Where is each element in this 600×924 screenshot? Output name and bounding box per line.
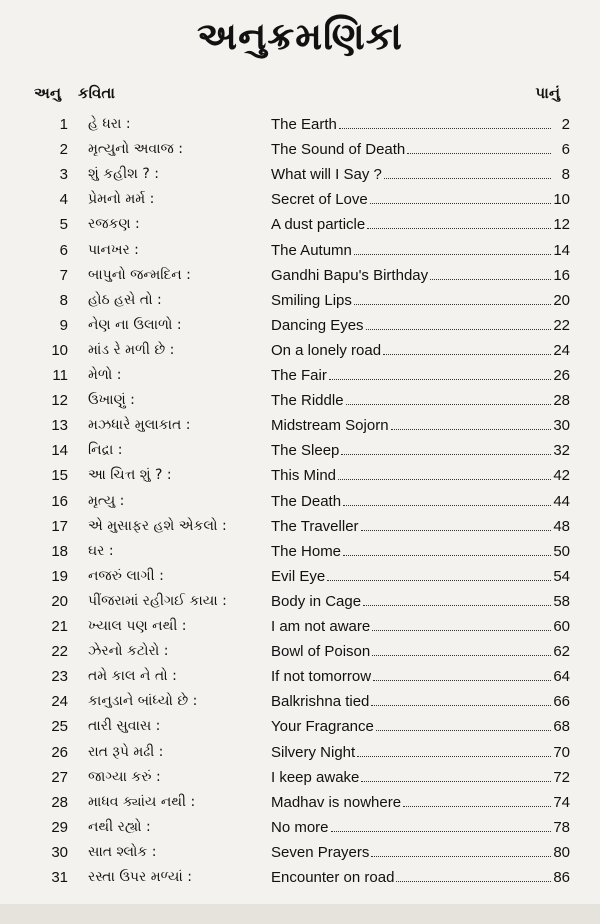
- table-row: [0, 765, 600, 790]
- entry-english-title: A dust particle: [271, 216, 366, 234]
- header-poem: કવિતા: [78, 84, 115, 102]
- entry-number: 18: [51, 542, 68, 560]
- entry-gujarati-title: ઉખાણું :: [88, 392, 135, 409]
- entry-english-title: Bowl of Poison: [271, 643, 371, 661]
- entry-number: 27: [51, 768, 68, 786]
- entry-page-number: 32: [553, 442, 570, 460]
- dot-leader: [361, 780, 551, 782]
- dot-leader: [329, 378, 551, 380]
- page-footer-strip: [0, 904, 600, 924]
- entry-gujarati-title: રજકણ :: [88, 216, 140, 233]
- entry-gujarati-title: બાપુનો જન્મદિન :: [88, 266, 191, 283]
- entry-page-number: 2: [561, 116, 570, 133]
- entry-number: 1: [59, 116, 68, 133]
- entry-english-title: The Fair: [271, 367, 327, 384]
- entry-number: 19: [51, 567, 68, 585]
- entry-english-title: Balkrishna tied: [271, 693, 370, 711]
- entry-number: 7: [59, 266, 68, 284]
- entry-page-number: 28: [553, 392, 570, 410]
- entry-gujarati-title: પીંજરામાં રહીગઈ કાયા :: [88, 592, 227, 609]
- entry-number: 28: [51, 793, 68, 811]
- dot-leader: [396, 880, 551, 882]
- entry-page-number: 48: [553, 517, 570, 535]
- entry-number: 13: [51, 417, 68, 435]
- entry-number: 20: [51, 592, 68, 610]
- entry-english-cell: [271, 689, 553, 714]
- entry-number: 4: [59, 191, 68, 209]
- dot-leader: [354, 303, 551, 305]
- entry-gujarati-title: જાગ્યા કરું :: [88, 768, 161, 785]
- table-row: [0, 162, 600, 187]
- entry-english-title: The Traveller: [271, 517, 359, 535]
- entry-gujarati-title: શું કહીશ ? :: [88, 166, 159, 183]
- dot-leader: [384, 177, 551, 179]
- dot-leader: [327, 579, 551, 581]
- entry-page-number: 70: [553, 743, 570, 761]
- table-row: [0, 639, 600, 664]
- entry-number: 9: [59, 316, 68, 334]
- entry-english-cell: [271, 714, 553, 739]
- table-row: [0, 438, 600, 463]
- entry-number: 15: [51, 467, 68, 485]
- entry-number: 16: [51, 492, 68, 510]
- entry-number: 3: [59, 166, 68, 184]
- dot-leader: [343, 554, 551, 556]
- entry-english-title: Gandhi Bapu's Birthday: [271, 266, 429, 284]
- entry-gujarati-title: હોઠ હસે તો :: [88, 291, 162, 308]
- entry-english-cell: [271, 313, 553, 338]
- table-row: [0, 489, 600, 514]
- entry-english-title: Madhav is nowhere: [271, 793, 402, 811]
- entry-number: 6: [59, 241, 68, 259]
- entry-gujarati-title: મેળો :: [88, 367, 122, 383]
- table-row: [0, 664, 600, 689]
- table-row: [0, 363, 600, 388]
- dot-leader: [343, 504, 551, 506]
- entry-page-number: 10: [553, 191, 570, 209]
- dot-leader: [361, 529, 551, 531]
- entry-english-cell: [271, 840, 553, 865]
- entry-english-cell: [271, 263, 553, 288]
- entry-number: 23: [51, 668, 68, 686]
- header-page: પાનું: [535, 84, 560, 102]
- table-row: [0, 463, 600, 488]
- entry-english-cell: [271, 589, 553, 614]
- entry-number: 8: [59, 291, 68, 309]
- entry-english-cell: [271, 112, 553, 137]
- entry-gujarati-title: કાનુડાને બાંધ્યો છે :: [88, 693, 198, 710]
- entry-english-title: Encounter on road: [271, 869, 395, 886]
- dot-leader: [372, 629, 551, 631]
- dot-leader: [354, 253, 551, 255]
- entry-number: 25: [51, 718, 68, 736]
- entry-page-number: 64: [553, 668, 570, 686]
- entry-page-number: 58: [553, 592, 570, 610]
- table-row: [0, 112, 600, 137]
- entry-english-title: This Mind: [271, 467, 337, 485]
- entry-gujarati-title: હે ધરા :: [88, 116, 131, 132]
- dot-leader: [372, 654, 551, 656]
- entry-english-title: The Home: [271, 542, 342, 560]
- entry-english-cell: [271, 740, 553, 765]
- dot-leader: [371, 704, 551, 706]
- entry-gujarati-title: મઝધારે મુલાકાત :: [88, 417, 191, 434]
- entry-number: 24: [51, 693, 68, 711]
- table-row: [0, 714, 600, 739]
- entry-page-number: 8: [561, 166, 570, 184]
- entry-english-title: No more: [271, 818, 329, 836]
- table-row: [0, 815, 600, 840]
- entry-english-cell: [271, 238, 553, 263]
- entry-english-cell: [271, 865, 553, 890]
- dot-leader: [391, 428, 551, 430]
- entry-page-number: 30: [553, 417, 570, 435]
- entry-page-number: 6: [561, 141, 570, 159]
- entry-number: 2: [59, 141, 68, 159]
- entry-gujarati-title: નથી રહ્યો :: [88, 818, 151, 835]
- entry-english-cell: [271, 363, 553, 388]
- entry-english-cell: [271, 790, 553, 815]
- entry-gujarati-title: મૃત્યુ :: [88, 492, 125, 509]
- entry-page-number: 20: [553, 291, 570, 309]
- entry-page-number: 62: [553, 643, 570, 661]
- table-row: [0, 413, 600, 438]
- entry-english-title: The Sleep: [271, 442, 340, 460]
- entry-page-number: 50: [553, 542, 570, 560]
- entry-page-number: 14: [553, 241, 570, 259]
- dot-leader: [346, 403, 551, 405]
- entry-english-cell: [271, 614, 553, 639]
- entry-english-title: I am not aware: [271, 618, 371, 635]
- entry-english-title: Silvery Night: [271, 743, 356, 761]
- entry-gujarati-title: ઝેરનો કટોરો :: [88, 643, 169, 660]
- entry-page-number: 26: [553, 367, 570, 384]
- table-row: [0, 338, 600, 363]
- entry-gujarati-title: નજરું લાગી :: [88, 567, 164, 584]
- entry-page-number: 22: [553, 316, 570, 334]
- entry-page-number: 12: [553, 216, 570, 234]
- entry-gujarati-title: માંડ રે મળી છે :: [88, 341, 175, 358]
- entry-english-cell: [271, 463, 553, 488]
- table-row: [0, 840, 600, 865]
- entry-english-title: Secret of Love: [271, 191, 368, 209]
- entry-english-cell: [271, 815, 553, 840]
- entry-english-cell: [271, 187, 553, 212]
- table-row: [0, 790, 600, 815]
- entry-gujarati-title: ખ્યાલ પણ નથી :: [88, 618, 187, 634]
- entry-number: 31: [51, 869, 68, 886]
- table-row: [0, 388, 600, 413]
- entry-gujarati-title: આ ચિત્ત શું ? :: [88, 467, 172, 484]
- entry-english-title: Seven Prayers: [271, 843, 370, 861]
- entry-english-cell: [271, 765, 553, 790]
- entry-english-cell: [271, 338, 553, 363]
- entry-english-title: The Earth: [271, 116, 337, 133]
- table-row: [0, 212, 600, 237]
- table-row: [0, 614, 600, 639]
- entry-number: 26: [51, 743, 68, 761]
- entry-english-cell: [271, 438, 553, 463]
- entry-english-title: Smiling Lips: [271, 291, 352, 309]
- entry-number: 22: [51, 643, 68, 661]
- entry-number: 14: [51, 442, 68, 460]
- entry-number: 21: [51, 618, 68, 635]
- entry-english-cell: [271, 137, 553, 162]
- table-row: [0, 539, 600, 564]
- entry-english-title: Body in Cage: [271, 592, 362, 610]
- table-row: [0, 313, 600, 338]
- entry-english-title: Evil Eye: [271, 567, 326, 585]
- entry-page-number: 78: [553, 818, 570, 836]
- entry-number: 10: [51, 341, 68, 359]
- dot-leader: [371, 855, 551, 857]
- entry-english-cell: [271, 664, 553, 689]
- entry-gujarati-title: રસ્તા ઉપર મળ્યાં :: [88, 869, 192, 885]
- dot-leader: [376, 729, 551, 731]
- table-row: [0, 288, 600, 313]
- entry-english-title: On a lonely road: [271, 341, 382, 359]
- entry-gujarati-title: એ મુસાફર હશે એકલો :: [88, 517, 227, 534]
- dot-leader: [383, 353, 551, 355]
- entry-page-number: 80: [553, 843, 570, 861]
- table-row: [0, 263, 600, 288]
- dot-leader: [367, 227, 551, 229]
- header-number: અનુ: [34, 84, 62, 102]
- entry-gujarati-title: ઘર :: [88, 542, 114, 559]
- entry-english-cell: [271, 413, 553, 438]
- dot-leader: [370, 202, 551, 204]
- entry-gujarati-title: પાનખર :: [88, 241, 139, 258]
- entry-gujarati-title: નિદ્રા :: [88, 442, 123, 459]
- entry-english-title: Your Fragrance: [271, 718, 374, 736]
- entry-page-number: 72: [553, 768, 570, 786]
- entry-english-cell: [271, 212, 553, 237]
- entry-number: 11: [52, 367, 68, 384]
- table-row: [0, 514, 600, 539]
- entry-english-title: The Autumn: [271, 241, 352, 259]
- entry-page-number: 60: [553, 618, 570, 635]
- table-row: [0, 238, 600, 263]
- entry-number: 30: [51, 843, 68, 861]
- entry-english-cell: [271, 514, 553, 539]
- dot-leader: [341, 453, 551, 455]
- table-row: [0, 740, 600, 765]
- entry-number: 17: [51, 517, 68, 535]
- entry-number: 5: [59, 216, 68, 234]
- dot-leader: [338, 478, 551, 480]
- entry-gujarati-title: સાત શ્લોક :: [88, 843, 157, 860]
- entry-english-cell: [271, 489, 553, 514]
- entry-gujarati-title: રાત રૂપે મઢી :: [88, 743, 164, 760]
- entry-english-title: The Death: [271, 492, 342, 510]
- entry-gujarati-title: માધવ ક્યાંય નથી :: [88, 793, 196, 810]
- entry-number: 29: [51, 818, 68, 836]
- entry-english-title: I keep awake: [271, 768, 360, 786]
- entry-page-number: 74: [553, 793, 570, 811]
- entry-english-title: Dancing Eyes: [271, 316, 364, 334]
- entry-gujarati-title: પ્રેમનો મર્મ :: [88, 191, 155, 208]
- entry-gujarati-title: નેણ ના ઉલાળો :: [88, 316, 182, 333]
- dot-leader: [339, 127, 551, 129]
- entry-page-number: 16: [553, 266, 570, 284]
- entry-page-number: 86: [553, 869, 570, 886]
- entry-english-title: The Riddle: [271, 392, 344, 410]
- entry-number: 12: [51, 392, 68, 410]
- dot-leader: [366, 328, 551, 330]
- entry-english-cell: [271, 639, 553, 664]
- entry-english-cell: [271, 288, 553, 313]
- entry-english-title: The Sound of Death: [271, 141, 406, 159]
- entry-english-title: What will I Say ?: [271, 166, 382, 184]
- entry-english-cell: [271, 388, 553, 413]
- entry-english-title: Midstream Sojorn: [271, 417, 389, 435]
- table-row: [0, 589, 600, 614]
- entry-gujarati-title: મૃત્યુનો અવાજ :: [88, 141, 183, 158]
- entry-page-number: 24: [553, 341, 570, 359]
- entry-english-cell: [271, 539, 553, 564]
- dot-leader: [363, 604, 551, 606]
- entry-page-number: 54: [553, 567, 570, 585]
- entry-english-cell: [271, 564, 553, 589]
- page-title: અનુક્રમણિકા: [197, 14, 403, 58]
- dot-leader: [403, 805, 551, 807]
- entry-page-number: 42: [553, 467, 570, 485]
- entry-page-number: 68: [553, 718, 570, 736]
- entry-page-number: 44: [553, 492, 570, 510]
- dot-leader: [331, 830, 551, 832]
- table-row: [0, 137, 600, 162]
- dot-leader: [357, 755, 551, 757]
- entry-english-title: If not tomorrow: [271, 668, 372, 686]
- dot-leader: [373, 679, 551, 681]
- table-row: [0, 865, 600, 890]
- table-row: [0, 187, 600, 212]
- table-row: [0, 564, 600, 589]
- entry-gujarati-title: તારી સુવાસ :: [88, 718, 161, 735]
- entry-english-cell: [271, 162, 553, 187]
- entry-page-number: 66: [553, 693, 570, 711]
- table-row: [0, 689, 600, 714]
- entry-gujarati-title: તમે કાલ ને તો :: [88, 668, 177, 685]
